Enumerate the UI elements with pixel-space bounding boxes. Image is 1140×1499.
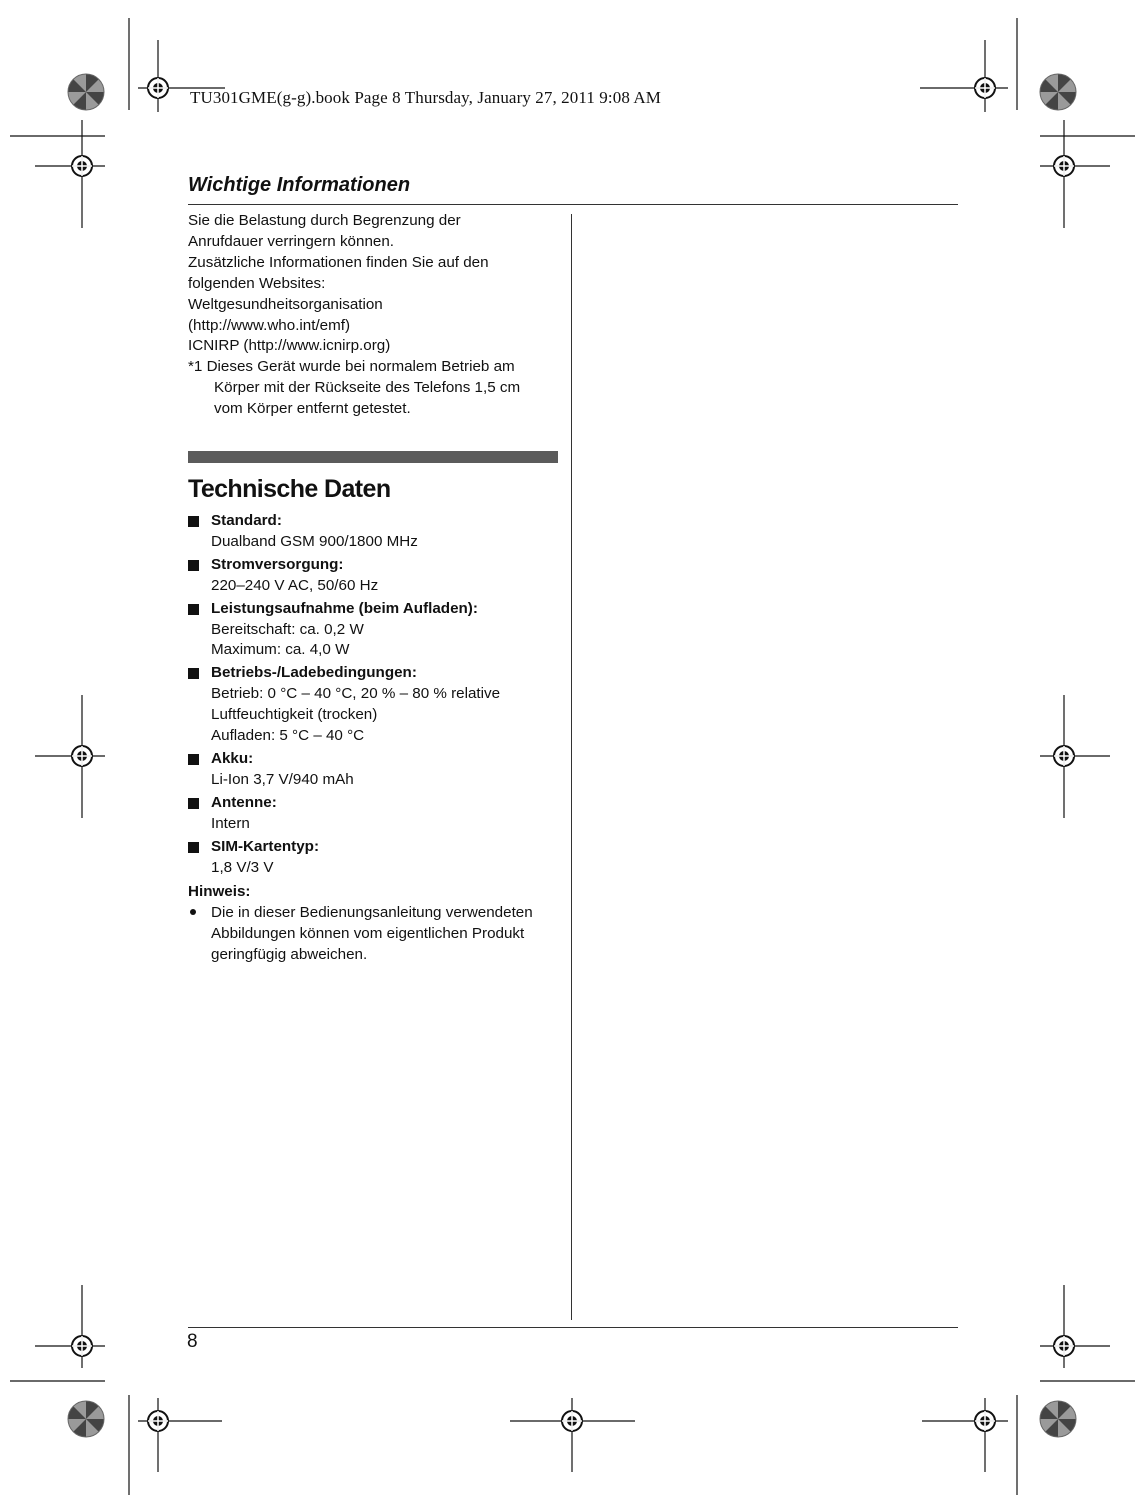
footnote-line: *1 Dieses Gerät wurde bei normalem Betrieb am [188,358,515,376]
spec-label: Antenne: [211,793,277,811]
intro-line: Weltgesundheitsorganisation [188,295,383,313]
spec-value: Bereitschaft: ca. 0,2 W [211,620,364,638]
spec-value: Maximum: ca. 4,0 W [211,641,350,659]
spec-value: 220–240 V AC, 50/60 Hz [211,576,379,594]
note-line: geringfügig abweichen. [211,946,368,964]
spec-label: Akku: [211,749,254,767]
spec-value: 1,8 V/3 V [211,858,274,876]
intro-line: Anrufdauer verringern können. [188,232,395,250]
spec-value: Dualband GSM 900/1800 MHz [211,532,418,550]
spec-label: Stromversorgung: [211,555,344,573]
note-line: Die in dieser Bedienungsanleitung verwendeten [211,904,533,922]
spec-label: SIM-Kartentyp: [211,837,320,855]
spec-value: Luftfeuchtigkeit (trocken) [211,706,378,724]
intro-line: ICNIRP (http://www.icnirp.org) [188,337,391,355]
tech-title: Technische Daten [188,475,391,503]
print-header: TU301GME(g-g).book Page 8 Thursday, January 27, 2011 9:08 AM [190,88,661,107]
spec-label: Leistungsaufnahme (beim Aufladen): [211,599,478,617]
section-heading: Wichtige Informationen [188,174,411,196]
footnote-line: Körper mit der Rückseite des Telefons 1,5 cm [214,379,521,397]
spec-value: Li-Ion 3,7 V/940 mAh [211,770,354,788]
intro-line: folgenden Websites: [188,274,326,292]
footnote-line: vom Körper entfernt getestet. [214,400,411,418]
intro-line: Zusätzliche Informationen finden Sie auf den [188,253,489,271]
spec-value: Betrieb: 0 °C – 40 °C, 20 % – 80 % relative [211,685,501,703]
note-line: Abbildungen können vom eigentlichen Produkt [211,925,525,943]
intro-line: (http://www.who.int/emf) [188,316,351,334]
note-label: Hinweis: [188,883,251,901]
page-number: 8 [187,1331,198,1352]
intro-line: Sie die Belastung durch Begrenzung der [188,212,461,229]
spec-label: Standard: [211,512,282,529]
spec-value: Aufladen: 5 °C – 40 °C [211,727,365,745]
spec-value: Intern [211,814,250,832]
spec-label: Betriebs-/Ladebedingungen: [211,664,417,682]
